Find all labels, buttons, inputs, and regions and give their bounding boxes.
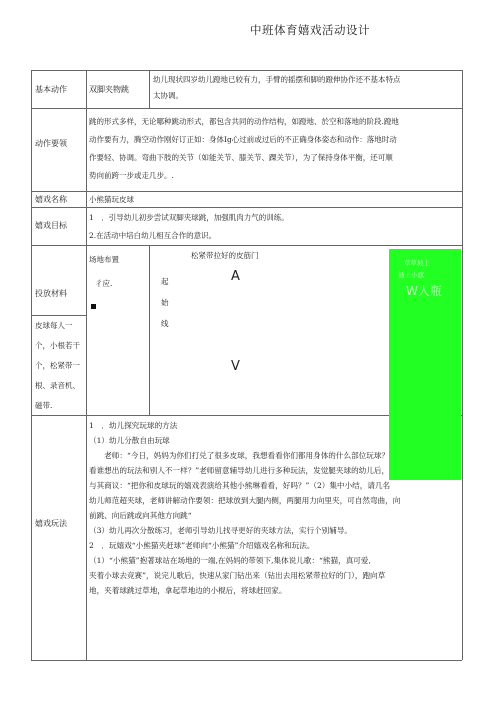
marker-a: A	[231, 269, 240, 284]
materials-label: 投放材料	[35, 289, 67, 298]
method-line: 看谁想出的玩法和别人不一样？”老师留意辅导幼儿进行多种玩法，发觉腿夹球的幼儿后，	[89, 466, 390, 475]
method-line: （1）“小熊猫”抱著球站在场地的一端,在妈妈的带领下,集体说儿歌：“熊猫，真可爱,	[89, 556, 371, 565]
method-line: 夹着小球去竞赛”，说完儿歌后，快速从家门钻出来（钻出去用松紧带拉好的门），跑向草	[89, 571, 386, 580]
method-line: 前跳、向后跳或向其他方向跳“	[89, 511, 192, 520]
label-column-divider	[86, 70, 87, 660]
rope-gate-label: 松紧带拉好的皮筋门	[191, 251, 259, 260]
marker-v: V	[231, 359, 240, 374]
goal-label: 嬉戏目标	[35, 221, 67, 230]
table-border-right	[462, 70, 463, 660]
essentials-label: 动作要领	[35, 139, 67, 148]
activity-table	[31, 70, 462, 660]
grass-note-line: 插上小旗	[398, 271, 424, 279]
row-divider	[31, 245, 462, 246]
table-border-left	[31, 70, 32, 660]
method-line: 地，夹着球跳过草地，拿起草地边的小棍后，将球赶回家。	[89, 586, 287, 595]
column-divider	[149, 70, 150, 108]
column-divider	[149, 245, 150, 415]
square-bullet-icon	[91, 304, 96, 309]
basic-action-label: 基本动作	[35, 85, 67, 94]
basic-action-value: 双脚夹物跳	[89, 85, 129, 94]
table-border-bottom	[31, 660, 462, 661]
game-name-label: 嬉戏名称	[35, 195, 67, 204]
basic-desc-line: 幼儿现状四岁幼儿蹬地已较有力，手臂的摇摆和脚的蹬伸协作还不基本特点	[153, 75, 401, 84]
method-line: （1）幼儿分散自由玩球	[89, 436, 170, 445]
materials-line: 根、录音机、	[35, 381, 80, 390]
goal-line: 1 ．引导幼儿初步尝试双脚夹球跳，加强肌肉力气的训练。	[89, 213, 289, 222]
table-border-top	[31, 70, 462, 71]
layout-note: 彳应.	[95, 279, 113, 288]
layout-label: 场地布置	[89, 255, 119, 264]
grass-note-text: W人瓶	[406, 284, 442, 298]
materials-line: 磁带.	[35, 401, 53, 410]
essentials-line: 跳的形式多样，无论哪种跳动形式，都包含共同的动作结构，如蹬地、於空和落地的阶段.蹬地	[89, 117, 399, 126]
grass-note-line	[406, 282, 442, 299]
start-line-char: 始	[161, 298, 169, 307]
grass-note-line: 草草坡上	[404, 259, 430, 267]
start-line-char: 线	[161, 319, 169, 328]
game-name-value: 小熊猫玩皮球	[89, 195, 134, 204]
method-label: 嬉戏玩法	[35, 519, 67, 528]
essentials-line: 动作要有力，腾空动作刚好订正如：身体Ig心过前或过后的不正确身体姿态和动作：落地时动	[89, 135, 397, 144]
goal-line: 2.在活动中培白幼儿相互合作的意识。	[89, 231, 217, 240]
method-line: （3）幼儿再次分散练习，老师引导幼儿找寻更好的夹球方法，实行个别辅导。	[89, 526, 353, 535]
method-line: 1 ．幼儿探究玩球的方法	[89, 421, 178, 430]
materials-line: 皮球每人一	[35, 321, 73, 330]
method-line: 与其商议：“把你和皮球玩的嬉戏表演给其他小熊琳看看，好吗？”（2）集中小结，请几名	[89, 481, 391, 490]
method-line: 幼儿师范超夹球，老师讲解动作要领：把球放到大腿内侧，两腿用力向里夹，可自然弯曲，向	[89, 496, 401, 505]
row-divider	[31, 207, 462, 208]
method-line: 2 ．玩嬉戏“小熊猫夹赶球”老师向“小熊猫”介绍嬉戏名称和玩法。	[89, 541, 315, 550]
method-line: 老师：“今日，妈妈为你们打兑了很多皮球，我想看看你们都用身体的什么部位玩球？	[89, 451, 390, 460]
method-text	[89, 418, 461, 598]
page-title: 中班体育嬉戏活动设计	[250, 23, 370, 37]
essentials-line: 作要轻、协调。弯曲下肢的关节（如能关节、膝关节、踝关节），为了保持身体平衡，还可顺	[89, 153, 393, 162]
start-line-char: 起	[161, 277, 169, 286]
materials-line: 个，小根若干	[35, 341, 80, 350]
basic-desc-line: 太协调。	[153, 91, 183, 100]
row-divider	[31, 315, 86, 316]
essentials-line: 势向前跨一步或走几步。.	[89, 171, 174, 180]
materials-line: 个，松紧带一	[35, 361, 80, 370]
row-divider	[31, 108, 462, 109]
